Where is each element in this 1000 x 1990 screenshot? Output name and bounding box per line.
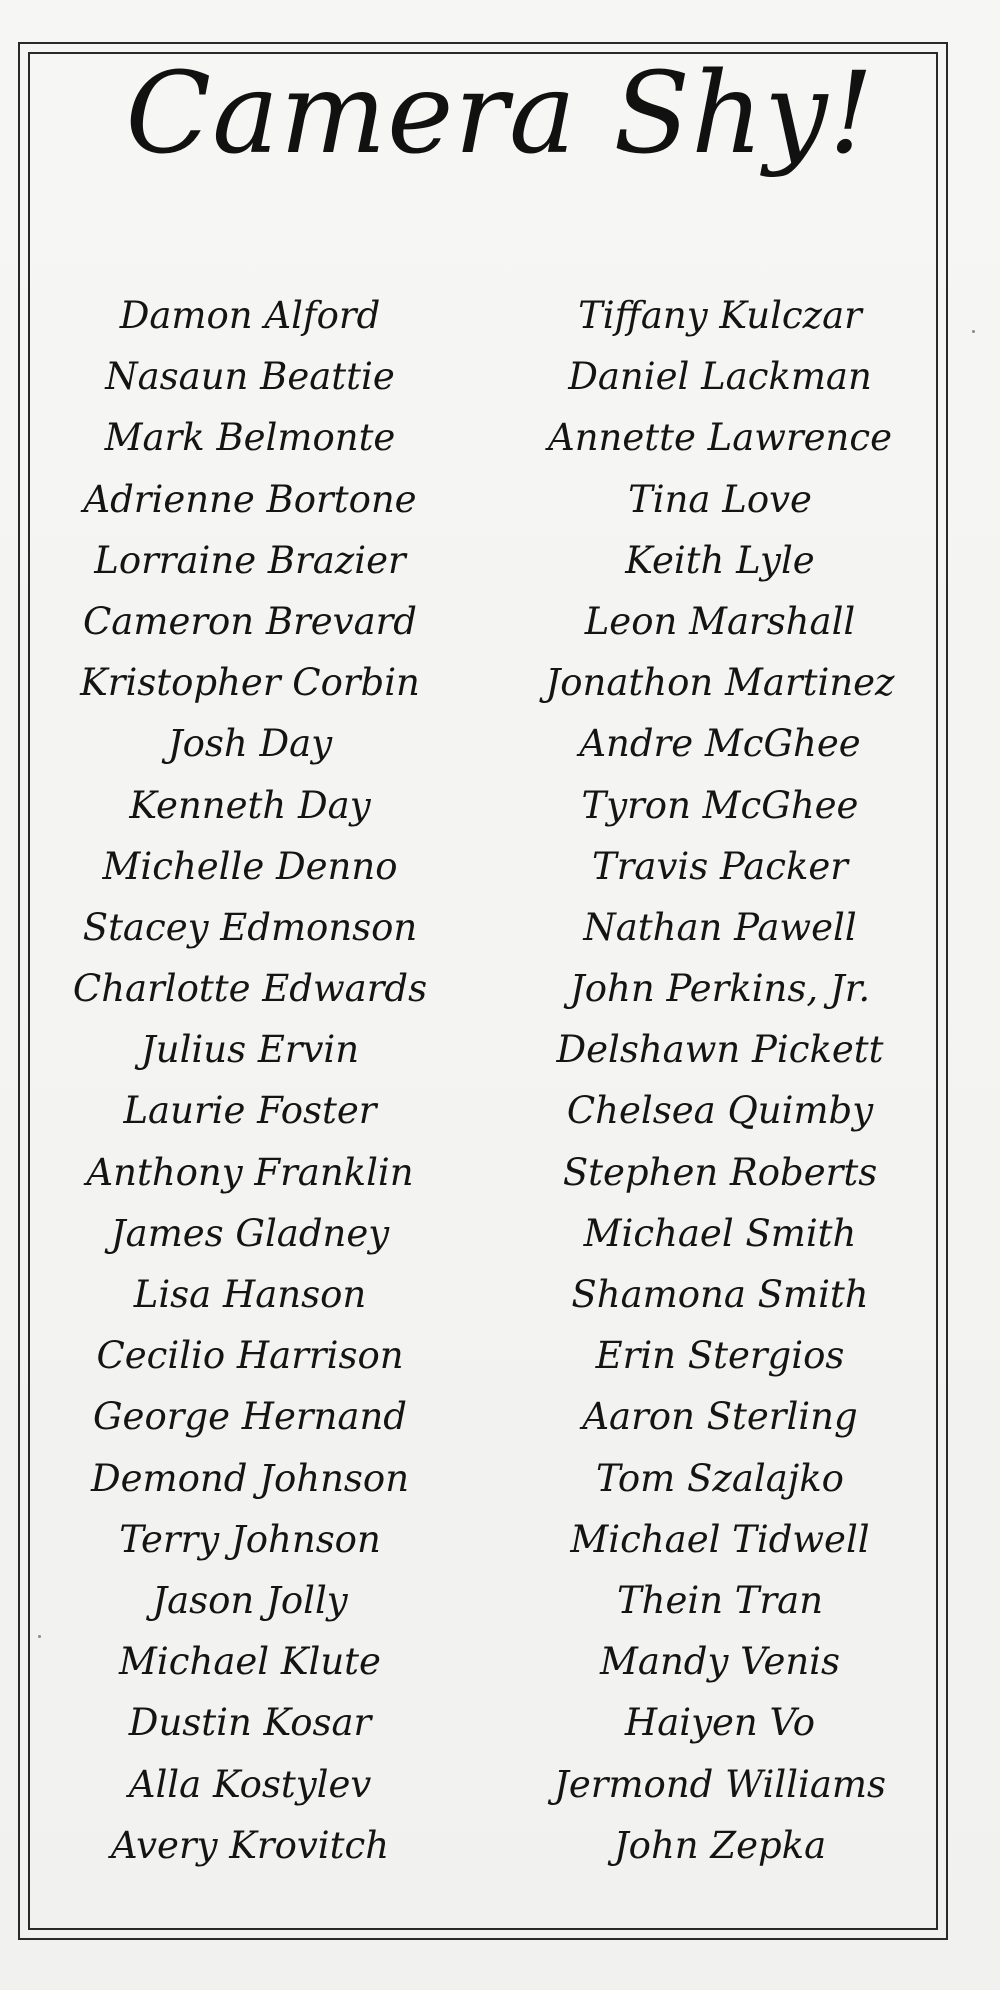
name-item: Damon Alford — [119, 294, 381, 337]
name-item: Nathan Pawell — [583, 905, 857, 949]
names-column-right — [510, 285, 930, 1876]
name-item: Josh Day — [167, 722, 333, 766]
names-column-left — [50, 285, 450, 1876]
name-item: Michael Tidwell — [570, 1517, 870, 1561]
name-item: Daniel Lackman — [568, 355, 872, 399]
name-item: Jermond Williams — [554, 1762, 886, 1806]
name-item: Lisa Hanson — [133, 1273, 367, 1316]
scan-speck — [38, 1635, 41, 1638]
name-item: Dustin Kosar — [128, 1701, 372, 1745]
name-item: Kenneth Day — [129, 783, 371, 827]
name-item: Avery Krovitch — [110, 1823, 390, 1867]
name-item: Travis Packer — [592, 844, 848, 888]
page-title: Camera Shy! — [125, 49, 875, 179]
name-item: Lorraine Brazier — [94, 538, 406, 582]
name-item: Julius Ervin — [140, 1028, 360, 1072]
name-item: Michelle Denno — [102, 844, 398, 888]
name-item: John Perkins, Jr. — [569, 967, 871, 1011]
name-item: Tom Szalajko — [596, 1456, 844, 1500]
name-item: Chelsea Quimby — [566, 1089, 874, 1133]
name-item: Mark Belmonte — [104, 416, 396, 460]
name-item: Laurie Foster — [123, 1089, 377, 1133]
name-item: Adrienne Bortone — [83, 477, 417, 521]
name-item: Charlotte Edwards — [72, 967, 428, 1011]
name-item: Shamona Smith — [571, 1273, 869, 1316]
name-item: Delshawn Pickett — [556, 1028, 884, 1072]
name-item: Michael Klute — [119, 1640, 381, 1684]
name-item: John Zepka — [613, 1823, 827, 1867]
name-item: Anthony Franklin — [86, 1150, 414, 1194]
name-item: Kristopher Corbin — [80, 661, 420, 705]
name-item: Alla Kostylev — [128, 1762, 372, 1806]
name-item: Erin Stergios — [595, 1334, 845, 1378]
name-item: Tiffany Kulczar — [578, 294, 862, 337]
name-item: Tyron McGhee — [581, 783, 859, 827]
name-item: Cameron Brevard — [82, 599, 417, 643]
name-item: Aaron Sterling — [582, 1395, 858, 1439]
name-item: George Hernand — [92, 1395, 407, 1439]
name-item: Stacey Edmonson — [82, 905, 418, 949]
name-item: Jonathon Martinez — [545, 661, 895, 705]
name-item: Andre McGhee — [579, 722, 861, 766]
name-item: Jason Jolly — [152, 1578, 348, 1622]
name-item: Thein Tran — [616, 1578, 824, 1622]
scan-speck — [972, 330, 975, 333]
name-item: Keith Lyle — [625, 538, 815, 582]
name-item: Mandy Venis — [600, 1640, 840, 1684]
name-item: Annette Lawrence — [547, 416, 892, 460]
name-item: Michael Smith — [583, 1211, 857, 1255]
name-item: Stephen Roberts — [562, 1150, 878, 1194]
name-item: Leon Marshall — [584, 599, 856, 643]
name-item: Tina Love — [628, 477, 812, 521]
name-item: Haiyen Vo — [624, 1701, 816, 1745]
name-item: James Gladney — [110, 1211, 390, 1255]
name-item: Demond Johnson — [90, 1456, 410, 1500]
name-item: Cecilio Harrison — [96, 1334, 404, 1378]
name-item: Nasaun Beattie — [105, 355, 395, 399]
name-item: Terry Johnson — [119, 1517, 381, 1561]
